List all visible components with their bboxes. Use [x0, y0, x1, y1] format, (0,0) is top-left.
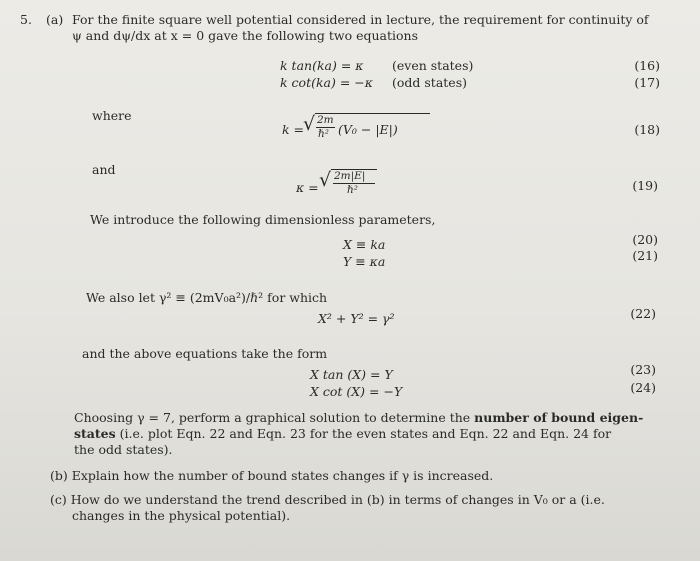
eq16-expression: k tan(ka) = κ: [280, 58, 364, 73]
eq24-expression: X cot (X) = −Y: [310, 384, 403, 399]
form-intro-line: and the above equations take the form: [82, 346, 328, 361]
choose-line-1: [74, 410, 643, 425]
eq17-expression: k cot(ka) = −κ: [280, 75, 373, 90]
eq22-number: (22): [630, 306, 656, 321]
gamma-definition-line: We also let γ² ≡ (2mV₀a²)/ℏ² for which: [86, 290, 328, 305]
eq24-number: (24): [630, 380, 656, 395]
choose-line-2: [74, 426, 611, 441]
choose-line-3: the odd states).: [74, 442, 173, 457]
eq23-number: (23): [630, 362, 656, 377]
choose-line-1-bold: number of bound eigen-: [474, 410, 644, 425]
eq19-number: (19): [632, 178, 658, 193]
eq18-number: (18): [634, 122, 660, 137]
eq17-note: (odd states): [392, 75, 467, 90]
eq18-radical: √: [303, 113, 316, 135]
eq20-number: (20): [632, 232, 658, 247]
intro-line-2: ψ and dψ/dx at x = 0 gave the following two equations: [72, 28, 419, 43]
eq21-expression: Y ≡ κa: [343, 254, 386, 269]
part-a-label: (a): [46, 12, 64, 27]
eq21-number: (21): [632, 248, 658, 263]
choose-line-2-text: (i.e. plot Eqn. 22 and Eqn. 23 for the even states and Eqn. 22 and Eqn. 24 for: [115, 426, 612, 441]
eq16-number: (16): [634, 58, 660, 73]
and-label: and: [92, 162, 116, 177]
part-c-line-2: changes in the physical potential).: [72, 508, 291, 523]
eq16-note: (even states): [392, 58, 474, 73]
eq20-expression: X ≡ ka: [343, 237, 386, 252]
eq19-lhs: κ =: [296, 180, 319, 195]
choose-line-1-text: Choosing γ = 7, perform a graphical solution to determine the: [74, 410, 475, 425]
eq18-tail: (V₀ − |E|): [338, 122, 398, 137]
eq23-expression: X tan (X) = Y: [310, 367, 393, 382]
eq19-numerator: 2m|E|: [334, 170, 366, 182]
eq18-numerator: 2m: [317, 114, 334, 126]
choose-line-2-bold: states: [74, 426, 116, 441]
intro-line-1: For the finite square well potential considered in lecture, the requirement for continuity of: [72, 12, 649, 27]
eq19-radical: √: [319, 169, 332, 191]
eq22-expression: X² + Y² = γ²: [318, 311, 395, 326]
eq17-number: (17): [634, 75, 660, 90]
eq18-denominator: ℏ²: [318, 128, 329, 140]
dimensionless-intro: We introduce the following dimensionless parameters,: [90, 212, 436, 227]
eq19-denominator: ℏ²: [347, 184, 358, 196]
part-b: (b) Explain how the number of bound states changes if γ is increased.: [50, 468, 494, 483]
where-label: where: [92, 108, 132, 123]
problem-number: 5.: [20, 12, 32, 27]
part-c-line-1: (c) How do we understand the trend described in (b) in terms of changes in V₀ or a (i.e.: [50, 492, 605, 507]
eq18-lhs: k =: [282, 122, 305, 137]
